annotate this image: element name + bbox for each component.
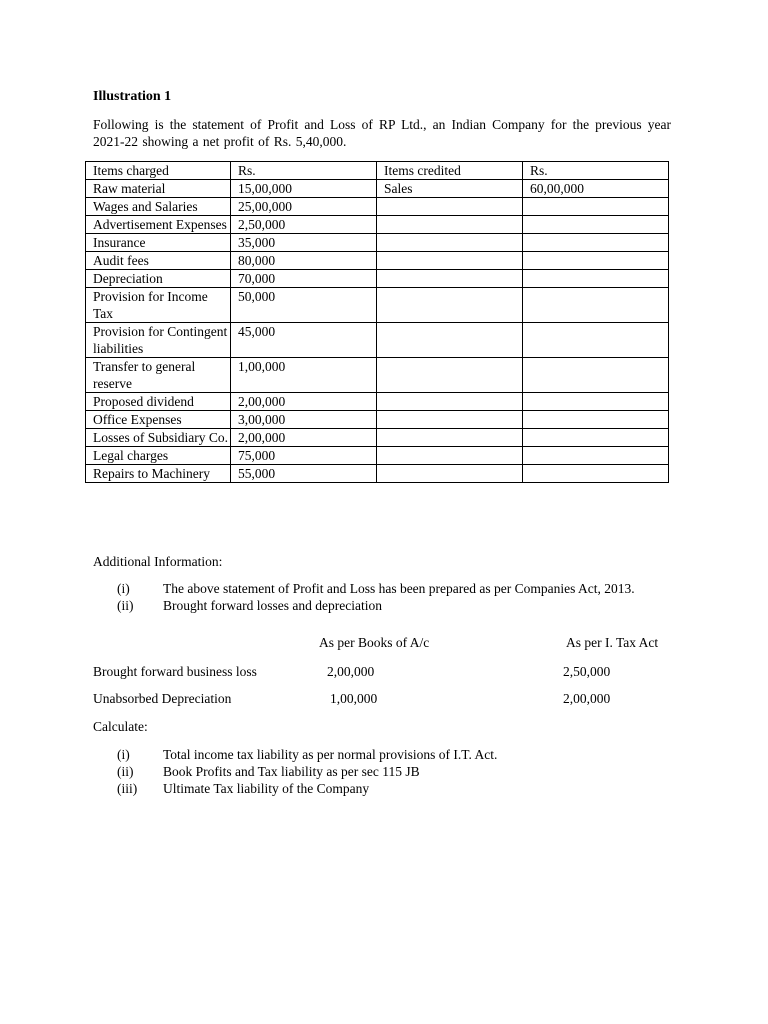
- item-charged-cell: Raw material: [86, 180, 231, 198]
- amount-credited-cell: [523, 234, 669, 252]
- item-charged-cell: Advertisement Expenses: [86, 216, 231, 234]
- list-item: [93, 763, 693, 780]
- list-item: [93, 780, 693, 797]
- additional-info-list: [93, 580, 683, 614]
- amount-credited-cell: [523, 252, 669, 270]
- amount-charged-cell: 50,000: [231, 288, 377, 323]
- item-number: (iii): [117, 781, 138, 796]
- item-credited-cell: [377, 358, 523, 393]
- column-header-books: As per Books of A/c: [319, 635, 430, 650]
- intro-paragraph: Following is the statement of Profit and Loss of RP Ltd., an Indian Company for the previous year 2021-22 showing a net profit of Rs. 5,40,000.: [93, 117, 671, 149]
- bf-loss-it: 2,50,000: [563, 664, 611, 679]
- header-rs-charged: Rs.: [231, 162, 377, 180]
- amount-credited-cell: [523, 323, 669, 358]
- amount-charged-cell: 75,000: [231, 447, 377, 465]
- amount-charged-cell: 15,00,000: [231, 180, 377, 198]
- amount-credited-cell: [523, 358, 669, 393]
- amount-credited-cell: [523, 447, 669, 465]
- amount-charged-cell: 3,00,000: [231, 411, 377, 429]
- table-row: [86, 198, 669, 216]
- item-text: Ultimate Tax liability of the Company: [163, 781, 370, 796]
- amount-credited-cell: 60,00,000: [523, 180, 669, 198]
- item-charged-cell: Office Expenses: [86, 411, 231, 429]
- item-credited-cell: [377, 465, 523, 483]
- item-credited-cell: [377, 429, 523, 447]
- column-header-it-act: As per I. Tax Act: [566, 635, 659, 650]
- item-credited-cell: [377, 447, 523, 465]
- table-row: [86, 180, 669, 198]
- table-header-row: [86, 162, 669, 180]
- bf-loss-books: 2,00,000: [327, 664, 375, 679]
- table-row: [86, 429, 669, 447]
- amount-credited-cell: [523, 288, 669, 323]
- amount-charged-cell: 45,000: [231, 323, 377, 358]
- item-text: Book Profits and Tax liability as per sec 115 JB: [163, 764, 420, 779]
- item-credited-cell: [377, 216, 523, 234]
- amount-credited-cell: [523, 429, 669, 447]
- item-charged-cell: Insurance: [86, 234, 231, 252]
- amount-credited-cell: [523, 411, 669, 429]
- item-charged-cell: Wages and Salaries: [86, 198, 231, 216]
- item-charged-cell: Provision for Contingent liabilities: [86, 323, 231, 358]
- item-text: The above statement of Profit and Loss has been prepared as per Companies Act, 2013.: [163, 581, 635, 596]
- header-items-charged: Items charged: [86, 162, 231, 180]
- amount-charged-cell: 80,000: [231, 252, 377, 270]
- table-row: [86, 270, 669, 288]
- table-row: [86, 411, 669, 429]
- illustration-title: Illustration 1: [93, 89, 172, 104]
- table-row: [86, 393, 669, 411]
- item-charged-cell: Legal charges: [86, 447, 231, 465]
- item-charged-cell: Repairs to Machinery: [86, 465, 231, 483]
- amount-charged-cell: 70,000: [231, 270, 377, 288]
- item-charged-cell: Provision for Income Tax: [86, 288, 231, 323]
- unabsorbed-dep-books: 1,00,000: [330, 691, 378, 706]
- amount-charged-cell: 55,000: [231, 465, 377, 483]
- calculate-list: [93, 746, 693, 797]
- amount-credited-cell: [523, 465, 669, 483]
- item-number: (ii): [117, 764, 134, 779]
- unabsorbed-dep-label: Unabsorbed Depreciation: [93, 691, 232, 706]
- header-items-credited: Items credited: [377, 162, 523, 180]
- item-credited-cell: Sales: [377, 180, 523, 198]
- table-row: [86, 465, 669, 483]
- additional-info-heading: Additional Information:: [93, 554, 223, 569]
- amount-credited-cell: [523, 393, 669, 411]
- table-row: [86, 447, 669, 465]
- profit-loss-table: [85, 161, 669, 483]
- item-charged-cell: Depreciation: [86, 270, 231, 288]
- table-row: [86, 288, 669, 323]
- item-charged-cell: Transfer to general reserve: [86, 358, 231, 393]
- amount-charged-cell: 2,00,000: [231, 429, 377, 447]
- item-credited-cell: [377, 393, 523, 411]
- amount-charged-cell: 1,00,000: [231, 358, 377, 393]
- table-row: [86, 252, 669, 270]
- item-credited-cell: [377, 323, 523, 358]
- table-row: [86, 323, 669, 358]
- bf-loss-label: Brought forward business loss: [93, 664, 257, 679]
- item-number: (ii): [117, 598, 134, 613]
- calculate-heading: Calculate:: [93, 719, 148, 734]
- item-credited-cell: [377, 270, 523, 288]
- header-rs-credited: Rs.: [523, 162, 669, 180]
- table-row: [86, 216, 669, 234]
- amount-credited-cell: [523, 198, 669, 216]
- item-credited-cell: [377, 252, 523, 270]
- list-item: [93, 597, 683, 614]
- unabsorbed-dep-it: 2,00,000: [563, 691, 611, 706]
- item-credited-cell: [377, 411, 523, 429]
- amount-charged-cell: 2,50,000: [231, 216, 377, 234]
- amount-credited-cell: [523, 270, 669, 288]
- item-credited-cell: [377, 198, 523, 216]
- item-charged-cell: Proposed dividend: [86, 393, 231, 411]
- amount-credited-cell: [523, 216, 669, 234]
- item-text: Brought forward losses and depreciation: [163, 598, 382, 613]
- item-charged-cell: Audit fees: [86, 252, 231, 270]
- amount-charged-cell: 25,00,000: [231, 198, 377, 216]
- item-text: Total income tax liability as per normal provisions of I.T. Act.: [163, 747, 498, 762]
- item-credited-cell: [377, 234, 523, 252]
- amount-charged-cell: 2,00,000: [231, 393, 377, 411]
- table-row: [86, 234, 669, 252]
- table-row: [86, 358, 669, 393]
- list-item: [93, 746, 693, 763]
- list-item: [93, 580, 683, 597]
- item-number: (i): [117, 581, 130, 596]
- amount-charged-cell: 35,000: [231, 234, 377, 252]
- item-charged-cell: Losses of Subsidiary Co.: [86, 429, 231, 447]
- item-number: (i): [117, 747, 130, 762]
- item-credited-cell: [377, 288, 523, 323]
